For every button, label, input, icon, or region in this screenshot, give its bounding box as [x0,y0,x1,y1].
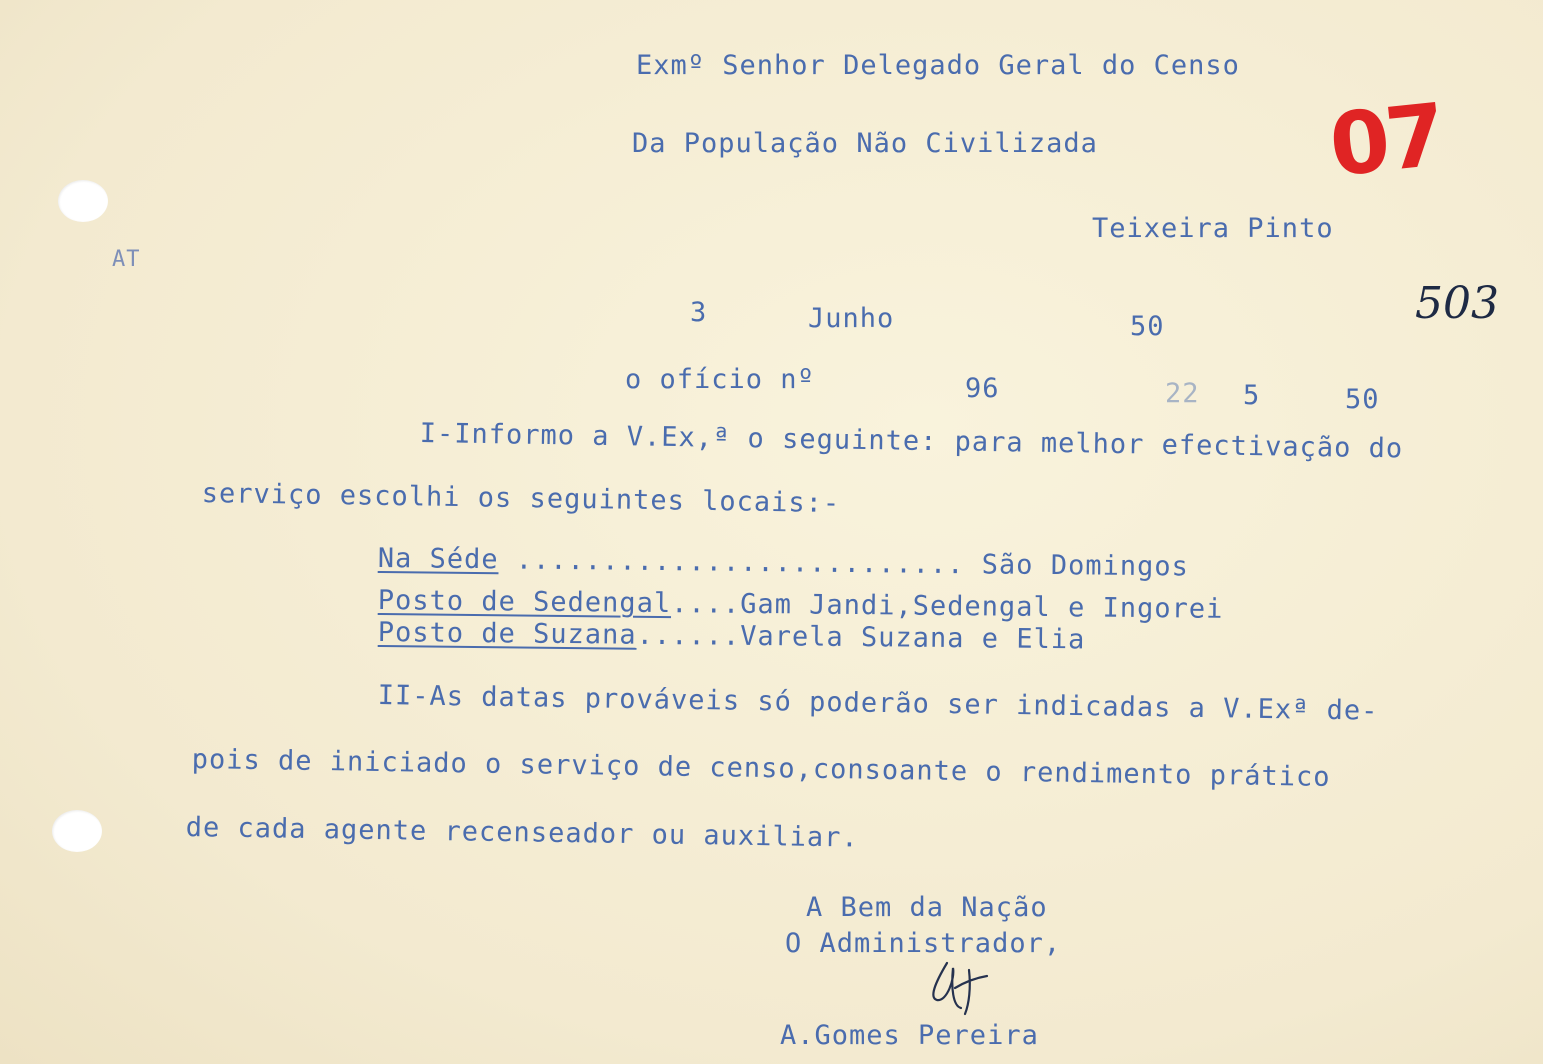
reference-year: 50 [1345,384,1380,415]
punch-hole-bottom [52,810,102,852]
reference-number: 96 [965,373,1000,404]
paragraph-2-line-2: pois de iniciado o serviço de censo,consoante o rendimento prático [191,744,1331,793]
location-label: Posto de Suzana [377,617,637,651]
closing-salutation: A Bem da Nação [806,892,1048,923]
location-dots: .......................... [498,544,965,581]
archive-ink-number: 503 [1415,278,1499,329]
reference-month: 5 [1243,380,1261,411]
paragraph-1-line-2: serviço escolhi os seguintes locais:- [201,478,841,520]
place-name: Teixeira Pinto [1092,213,1334,244]
addressee-line-1: Exmº Senhor Delegado Geral do Censo [636,50,1240,81]
location-dots: .... [671,588,741,620]
location-row-sede [378,543,1189,583]
paragraph-2-line-3: de cada agente recenseador ou auxiliar. [185,812,859,854]
closing-title: O Administrador, [785,928,1062,959]
margin-label: AT [112,247,141,272]
location-label: Posto de Sedengal [377,585,672,620]
location-dots: ...... [636,619,741,652]
location-places: São Domingos [964,549,1189,583]
location-row-suzana [378,617,1086,656]
date-month: Junho [808,303,895,334]
addressee-line-2: Da População Não Civilizada [632,128,1098,159]
archive-red-number: 07 [1325,85,1447,197]
location-label: Na Séde [377,543,499,576]
paragraph-1-line-1: I-Informo a V.Ex,ª o seguinte: para melhor efectivação do [419,418,1404,465]
location-places: Gam Jandi,Sedengal e Ingorei [740,588,1224,625]
punch-hole-top [58,180,108,222]
reference-day: 22 [1165,378,1200,409]
paragraph-2-line-1: II-As datas prováveis só poderão ser indicadas a V.Exª de- [377,680,1379,727]
signer-name: A.Gomes Pereira [780,1020,1039,1051]
reference-label: o ofício nº [625,364,815,395]
date-day: 3 [690,297,708,328]
date-year: 50 [1130,311,1165,342]
signature-mark [925,958,995,1018]
location-places: Varela Suzana e Elia [740,620,1086,656]
